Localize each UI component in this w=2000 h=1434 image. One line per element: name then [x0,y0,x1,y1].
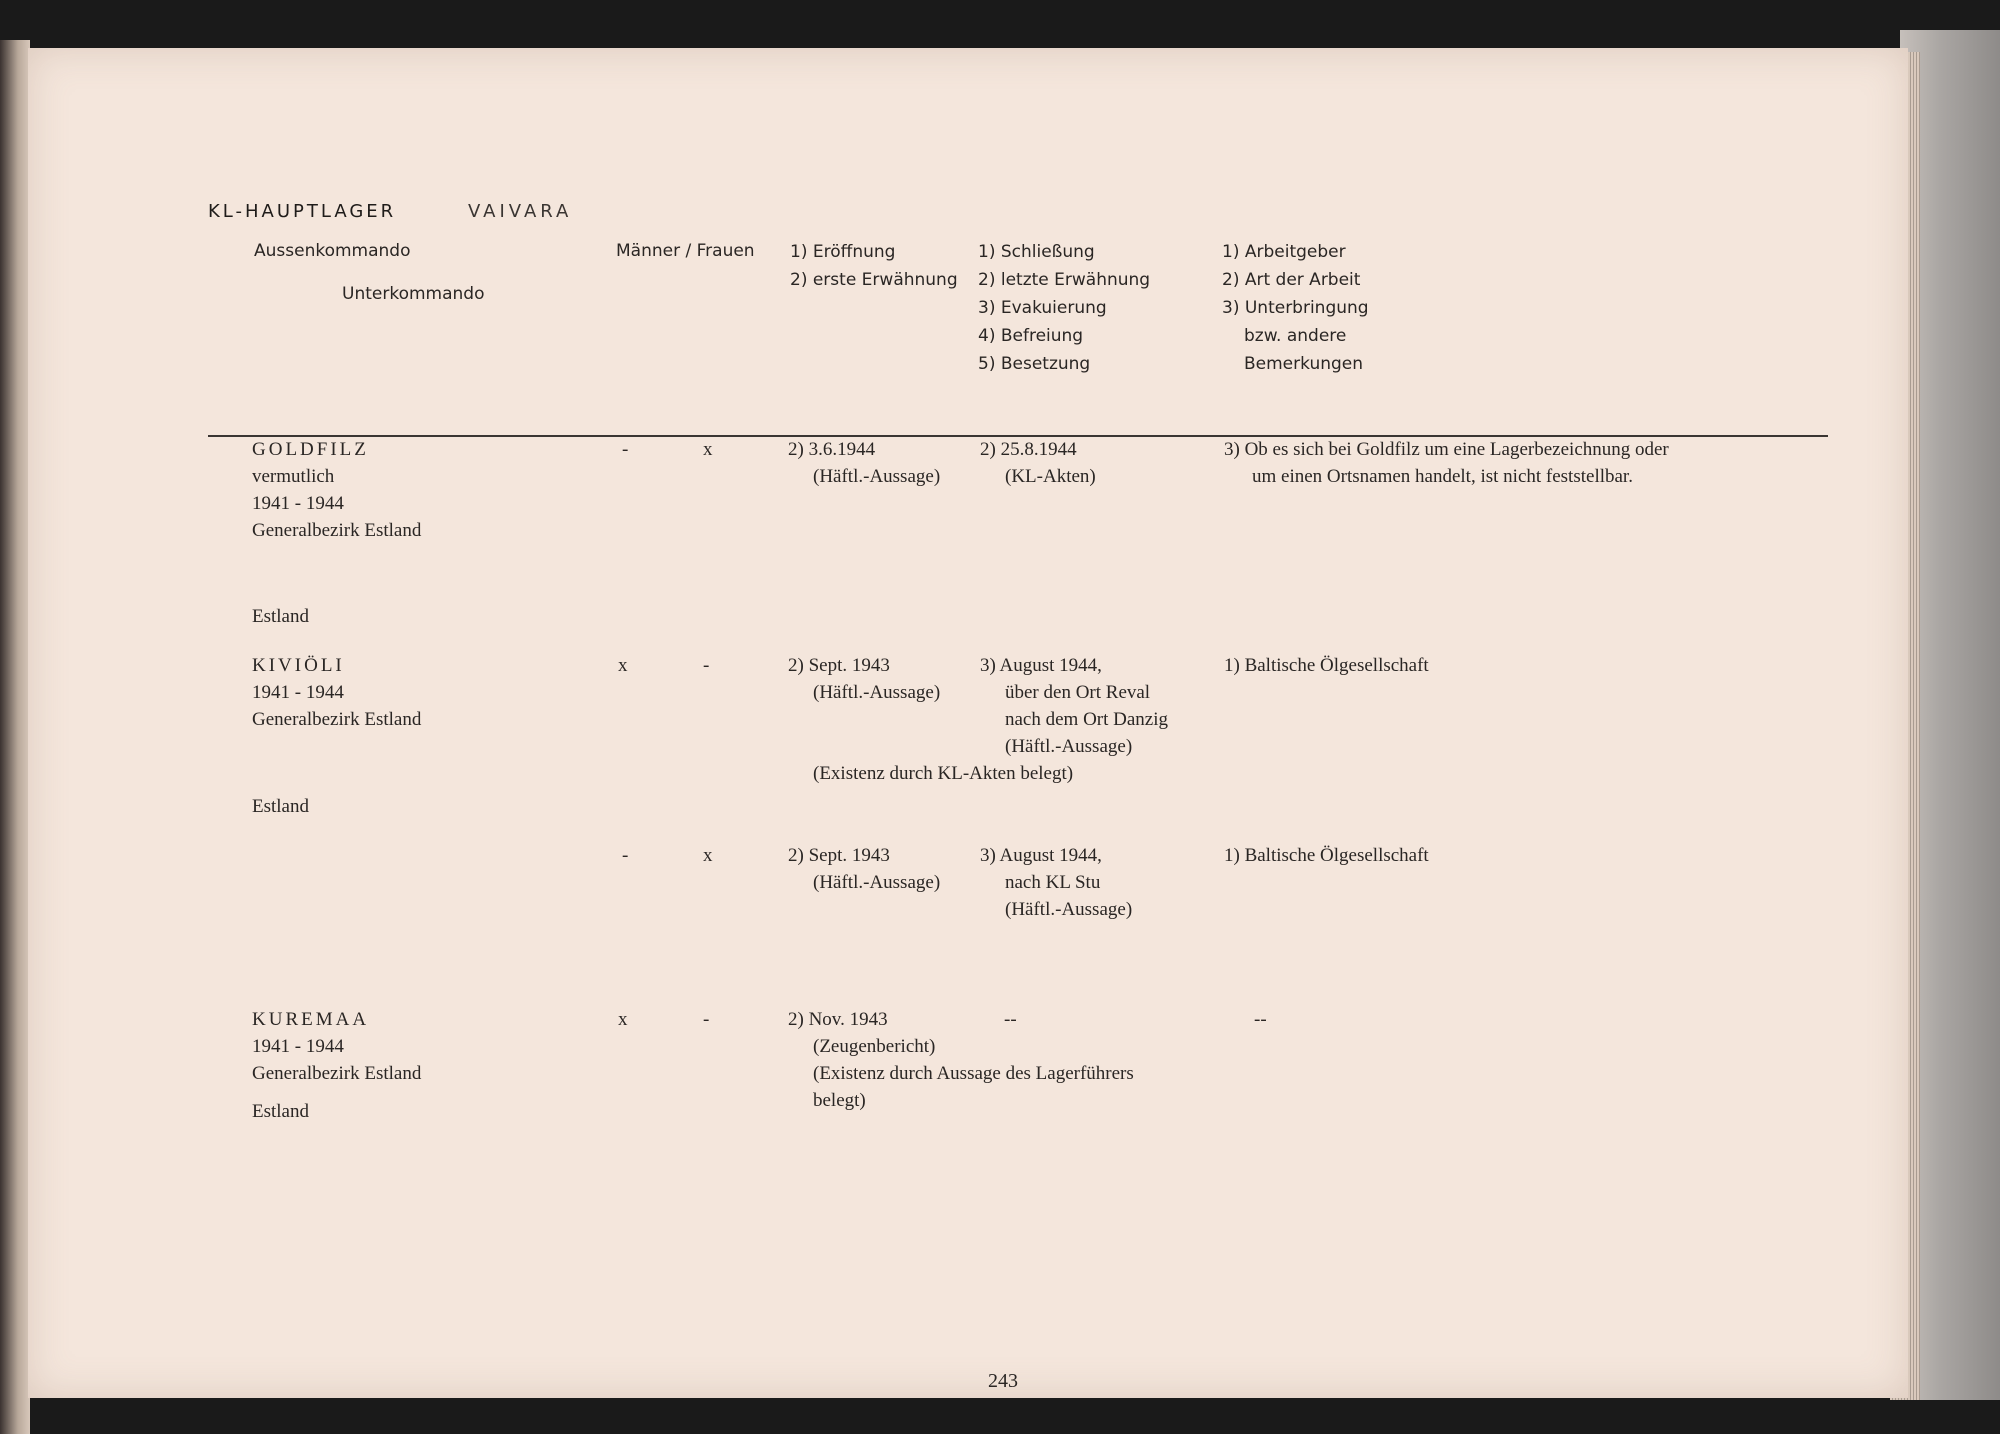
camp-detail: 1941 - 1944 [252,1036,344,1057]
men-mark: x [618,655,628,676]
entry-kuremaa-open [788,1006,1134,1114]
book-page [28,48,1908,1398]
camp-name: KUREMAA [252,1009,370,1030]
entry-goldfilz-camp [252,436,421,544]
column-header-line: 2) erste Erwähnung [790,270,958,290]
column-header-remarks [1222,238,1369,378]
camp-name: KIVIÖLI [252,655,345,676]
date-line: über den Ort Reval [1005,682,1151,703]
date-line: (Häftl.-Aussage) [813,466,941,487]
column-header-line: 3) Evakuierung [978,298,1107,318]
column-header-line: 1) Arbeitgeber [1222,242,1346,262]
women-mark: - [703,655,710,676]
date-line: (Zeugenbericht) [813,1036,936,1057]
date-line: nach KL Stu [1005,872,1101,893]
column-header-maenner-frauen: Männer / Frauen [616,241,755,261]
date-line: (KL-Akten) [1005,466,1096,487]
remark-line: um einen Ortsnamen handelt, ist nicht feststellbar. [1252,466,1633,487]
women-mark: x [703,439,713,460]
camp-country: Estland [252,796,309,817]
column-header-line: Bemerkungen [1244,354,1364,374]
entry-kivioli-camp [252,652,421,733]
date-line: 2) 25.8.1944 [980,439,1077,460]
date-line: (Häftl.-Aussage) [813,682,941,703]
column-header-line: 2) letzte Erwähnung [978,270,1151,290]
camp-detail: 1941 - 1944 [252,493,344,514]
date-line: 2) Sept. 1943 [788,845,890,866]
page-header-title: KL-HAUPTLAGER [208,201,397,222]
men-mark: - [622,439,629,460]
men-mark: x [618,1009,628,1030]
camp-name: GOLDFILZ [252,439,369,460]
date-line: 2) Nov. 1943 [788,1009,888,1030]
camp-detail: Generalbezirk Estland [252,1063,422,1084]
date-line: (Häftl.-Aussage) [1005,736,1133,757]
column-header-dates-close [978,238,1150,378]
existence-note: (Existenz durch KL-Akten belegt) [813,763,1074,784]
camp-detail: Generalbezirk Estland [252,709,422,730]
column-header-line: bzw. andere [1244,326,1347,346]
book-spine-edge [0,40,30,1434]
remark-line: 1) Baltische Ölgesellschaft [1224,655,1429,676]
entry-kivioli-close [980,652,1168,760]
column-header-aussenkommando: Aussenkommando [254,241,411,261]
column-header-line: 4) Befreiung [978,326,1084,346]
date-line: nach dem Ort Danzig [1005,709,1169,730]
men-mark: - [622,845,629,866]
entry-kivioli-women-open [788,842,940,896]
column-header-line: 1) Schließung [978,242,1095,262]
entry-goldfilz-close [980,436,1096,490]
entry-kivioli-open [788,652,940,706]
column-header-dates-open [790,238,958,294]
camp-country: Estland [252,606,309,627]
date-line: -- [1004,1009,1017,1030]
date-line: (Häftl.-Aussage) [1005,899,1133,920]
date-line: 2) Sept. 1943 [788,655,890,676]
show-through-text [1408,160,1416,181]
date-line: belegt) [813,1090,866,1111]
page-header-place: VAIVARA [468,201,573,222]
entry-goldfilz-remarks [1224,436,1669,490]
date-line: 2) 3.6.1944 [788,439,876,460]
date-line: 3) August 1944, [980,845,1102,866]
entry-goldfilz-open [788,436,940,490]
page-number: 243 [988,1370,1018,1392]
date-line: (Existenz durch Aussage des Lagerführers [813,1063,1134,1084]
date-line: (Häftl.-Aussage) [813,872,941,893]
entry-kuremaa-camp [252,1006,421,1087]
column-header-line: 1) Eröffnung [790,242,896,262]
column-header-line: 5) Besetzung [978,354,1091,374]
column-header-line: 3) Unterbringung [1222,298,1369,318]
column-header-line: 2) Art der Arbeit [1222,270,1361,290]
date-line: 3) August 1944, [980,655,1102,676]
camp-detail: vermutlich [252,466,335,487]
camp-country: Estland [252,1101,309,1122]
camp-detail: Generalbezirk Estland [252,520,422,541]
column-header-unterkommando: Unterkommando [342,284,485,304]
remark-line: -- [1254,1009,1267,1030]
remark-line: 3) Ob es sich bei Goldfilz um eine Lagerbezeichnung oder [1224,439,1669,460]
camp-detail: 1941 - 1944 [252,682,344,703]
remark-line: 1) Baltische Ölgesellschaft [1224,845,1429,866]
women-mark: x [703,845,713,866]
women-mark: - [703,1009,710,1030]
entry-kivioli-women-close [980,842,1132,923]
